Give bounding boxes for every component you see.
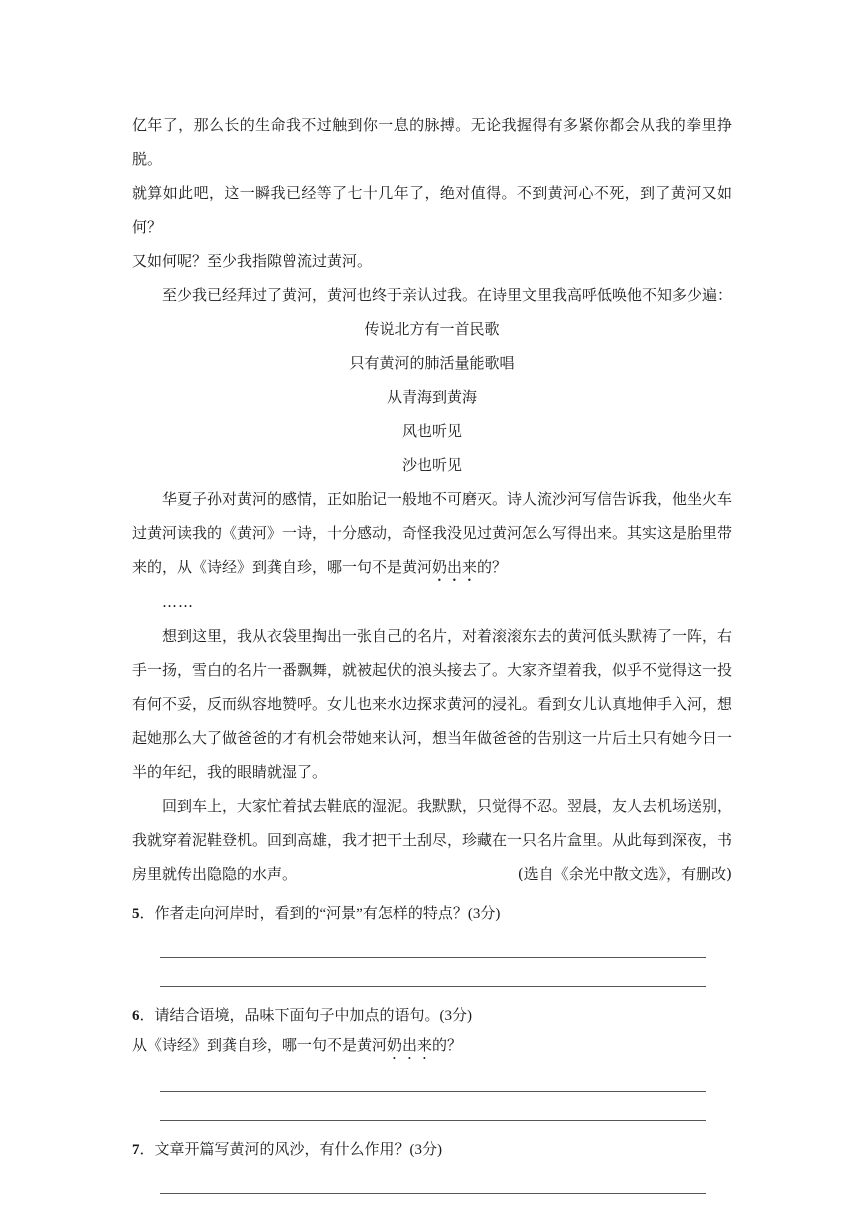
question-6-quote	[132, 1031, 732, 1063]
question-5	[132, 899, 732, 929]
question-6-dotted-phrase: 奶出来	[387, 1038, 433, 1054]
poem-line-1: 传说北方有一首民歌	[364, 320, 500, 338]
paragraph-3-end: 的？	[477, 558, 508, 576]
answer-line[interactable]	[160, 1165, 706, 1194]
question-7	[132, 1135, 732, 1165]
paragraph-5: 回到车上，大家忙着拭去鞋底的湿泥。我默默，只觉得不忍。翌晨，友人去机场送别，我就穿着泥鞋登机。回到高雄，我才把干土刮尽，珍藏在一只名片盒里。从此每到深夜，书	[132, 797, 733, 849]
source-citation: (选自《余光中散文选》，有删改)	[517, 865, 732, 883]
poem-line-3: 从青海到黄海	[386, 388, 477, 406]
question-7-text: ．文章开篇写黄河的风沙，有什么作用？(3分)	[139, 1142, 442, 1158]
paragraph-5-last-line	[132, 857, 732, 891]
question-6-number: 6	[132, 1008, 140, 1024]
question-6-text: ．请结合语境，品味下面句子中加点的语句。(3分)	[139, 1008, 472, 1024]
question-6	[132, 1001, 732, 1031]
ellipsis: ……	[162, 593, 194, 611]
answer-line[interactable]	[160, 1063, 706, 1092]
poem-line-2: 只有黄河的肺活量能歌唱	[349, 354, 515, 372]
paragraph-1-line-3: 又如何呢？至少我指隙曾流过黄河。	[132, 252, 373, 270]
poem-line-4: 风也听见	[401, 422, 462, 440]
question-5-number: 5	[132, 906, 140, 922]
paragraph-2: 至少我已经拜过了黄河，黄河也终于亲认过我。在诗里文里我高呼低唤他不知多少遍：	[162, 286, 733, 304]
question-7-number: 7	[132, 1142, 140, 1158]
paragraph-1-line-2: 就算如此吧，这一瞬我已经等了七十几年了，绝对值得。不到黄河心不死，到了黄河又如何？	[132, 184, 732, 236]
answer-line[interactable]	[160, 1092, 706, 1121]
answer-line[interactable]	[160, 958, 706, 987]
answer-line[interactable]	[160, 929, 706, 958]
paragraph-3	[132, 482, 732, 585]
question-6-quote-text: 从《诗经》到龚自珍，哪一句不是黄河	[132, 1038, 388, 1054]
paragraph-5-end: 房里就传出隐隐的水声。	[132, 865, 298, 883]
poem-line-5: 沙也听见	[401, 456, 462, 474]
paragraph-3-text: 华夏子孙对黄河的感情，正如胎记一般地不可磨灭。诗人流沙河写信告诉我，他坐火车过黄河读我的《黄河》一诗，十分感动，奇怪我没见过黄河怎么写得出来。其实这是胎里带来的，从《诗经》到龚自珍，哪一句不是黄河	[132, 490, 733, 576]
question-6-quote-end: 的？	[432, 1038, 463, 1054]
document-page	[132, 108, 732, 1194]
paragraph-1-line-1: 亿年了，那么长的生命我不过触到你一息的脉搏。无论我握得有多紧你都会从我的拳里挣脱。	[132, 116, 732, 168]
question-5-text: ．作者走向河岸时，看到的“河景”有怎样的特点？(3分)	[139, 906, 501, 922]
paragraph-4: 想到这里，我从衣袋里掏出一张自己的名片，对着滚滚东去的黄河低头默祷了一阵，右手一扬，雪白的名片一番飘舞，就被起伏的浪头接去了。大家齐望着我，似乎不觉得这一投有何不妥，反而纵容地赞呼。女儿也来水边探求黄河的浸礼。看到女儿认真地伸手入河，想起她那么大了做爸爸的才有机会带她来认河，想当年做爸爸的告别这一片后土只有她今日一半的年纪，我的眼睛就湿了。	[132, 627, 733, 781]
paragraph-3-dotted-phrase: 奶出来	[432, 558, 478, 576]
